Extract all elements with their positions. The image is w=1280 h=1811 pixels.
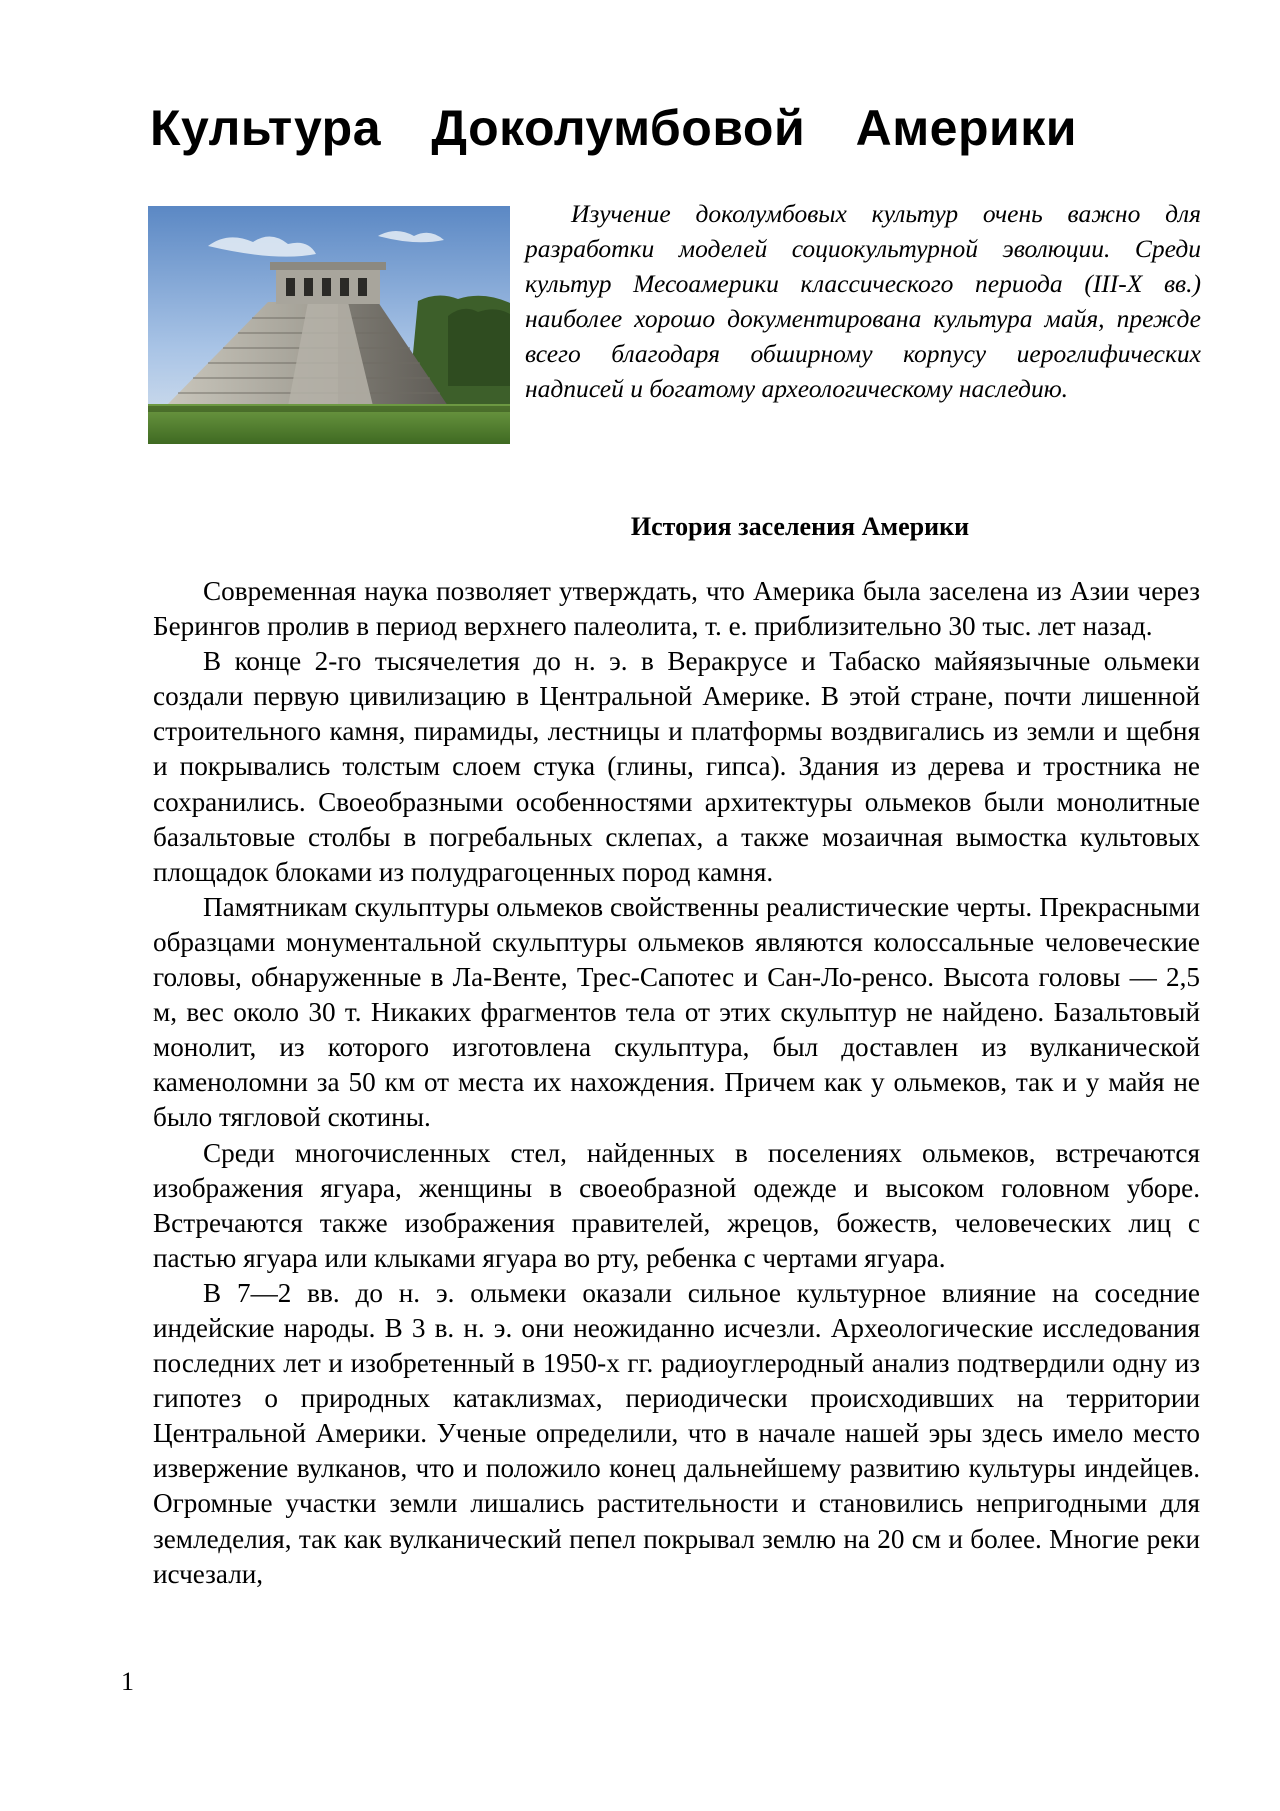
forest bbox=[448, 309, 510, 386]
pyramid-photo bbox=[148, 206, 510, 444]
paragraph: В 7—2 вв. до н. э. ольмеки оказали сильное культурное влияние на соседние индейские народы. В 3 в. н. э. они неожиданно исчезли. Археологические исследования последних лет и изобретенный в 1950-х гг. радиоуглеродный анализ подтвердили одну из гипотез о природных катаклизмах, периодически происходивших на территории Центральной Америки. Ученые определили, что в начале нашей эры здесь имело место извержение вулканов, что и положило конец дальнейшему развитию культуры индейцев. Огромные участки земли лишались растительности и становились непригодными для земледелия, так как вулканический пепел покрывал землю на 20 см и более. Многие реки исчезали, bbox=[153, 1277, 1200, 1589]
temple-roof bbox=[270, 262, 386, 270]
page-title: Культура Доколумбовой Америки bbox=[150, 100, 1078, 156]
paragraph: Памятникам скульптуры ольмеков свойственны реалистические черты. Прекрасными образцами монументальной скульптуры ольмеков являются колоссальные человеческие головы, обнаруженные в Ла-Венте, Трес-Сапотес и Сан-Ло-ренсо. Высота головы — 2,5 м, вес около 30 т. Никаких фрагментов тела от этих скульптур не найдено. Базальтовый монолит, из которого изготовлена скульптура, был доставлен из вулканической каменоломни за 50 км от места их нахождения. Причем как у ольмеков, так и у майя не было тягловой скотины. bbox=[153, 891, 1200, 1133]
page-number: 1 bbox=[121, 1667, 134, 1696]
body-text bbox=[153, 574, 1200, 1592]
paragraph: В конце 2-го тысячелетия до н. э. в Веракрусе и Табаско майяязычные ольмеки создали первую цивилизацию в Центральной Америке. В этой стране, почти лишенной строительного камня, пирамиды, лестницы и платформы воздвигались из земли и щебня и покрывались толстым слоем стука (глины, гипса). Здания из дерева и тростника не сохранились. Своеобразными особенностями архитектуры ольмеков были монолитные базальтовые столбы в погребальных склепах, а также мозаичная вымостка культовых площадок блоками из полудрагоценных пород камня. bbox=[153, 646, 1200, 887]
paragraph: Среди многочисленных стел, найденных в поселениях ольмеков, встречаются изображения ягуара, женщины в своеобразной одежде и высоком головном уборе. Встречаются также изображения правителей, жрецов, божеств, человеческих лиц с пастью ягуара или клыками ягуара во рту, ребенка с чертами ягуара. bbox=[153, 1137, 1200, 1273]
intro-paragraph: Изучение доколумбовых культур очень важно для разработки моделей социокультурной эволюции. Среди культур Месоамерики классического периода (III-X вв.) наиболее хорошо документирована культура майя, прежде всего благодаря обширному корпусу иероглифических надписей и богатому археологическому наследию. bbox=[525, 199, 1201, 403]
shadow bbox=[148, 406, 510, 412]
section-heading: История заселения Америки bbox=[630, 512, 970, 541]
paragraph: Современная наука позволяет утверждать, что Америка была заселена из Азии через Берингов пролив в период верхнего палеолита, т. е. приблизительно 30 тыс. лет назад. bbox=[153, 576, 1200, 642]
